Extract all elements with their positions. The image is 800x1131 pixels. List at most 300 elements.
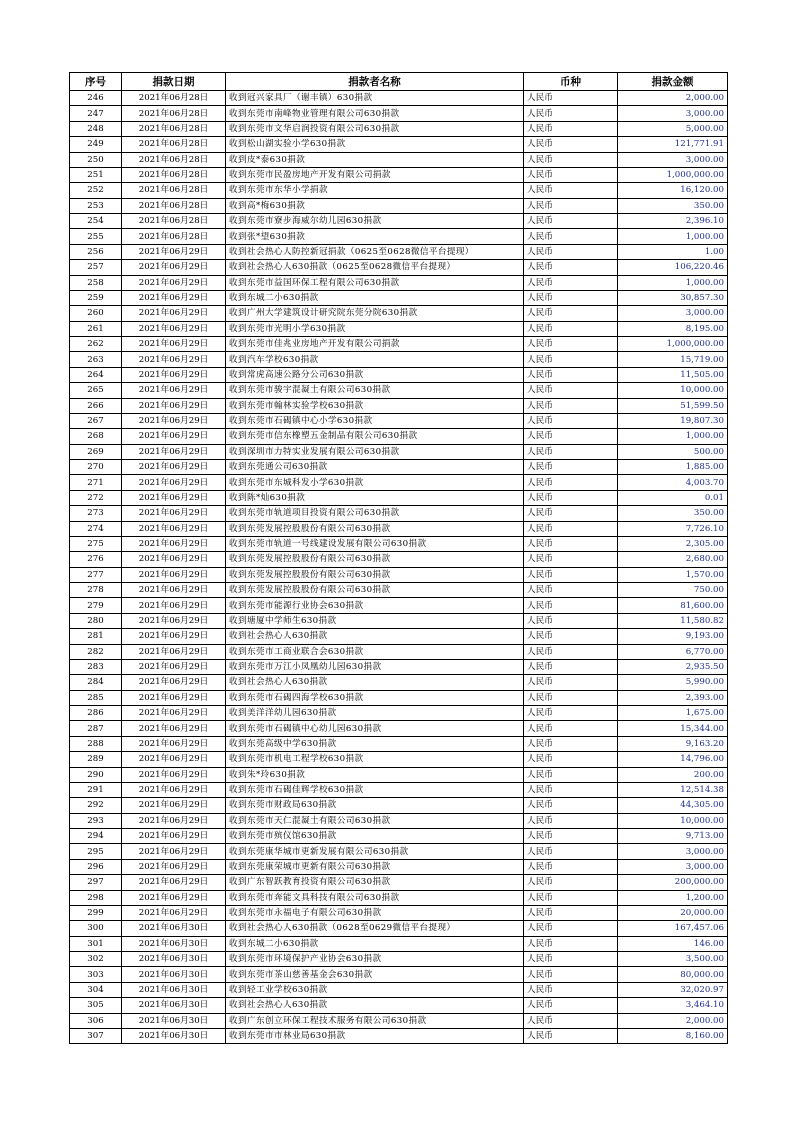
table-row bbox=[70, 659, 728, 674]
amount-cell: 6,770.00 bbox=[618, 644, 728, 659]
serial-cell: 298 bbox=[70, 890, 122, 905]
table-row bbox=[70, 736, 728, 751]
table-row bbox=[70, 675, 728, 690]
currency-cell: 人民币 bbox=[524, 121, 618, 136]
date-cell: 2021年06月29日 bbox=[122, 752, 226, 767]
table-row bbox=[70, 490, 728, 505]
serial-cell: 283 bbox=[70, 659, 122, 674]
serial-cell: 263 bbox=[70, 352, 122, 367]
serial-cell: 277 bbox=[70, 567, 122, 582]
serial-cell: 302 bbox=[70, 952, 122, 967]
serial-cell: 276 bbox=[70, 552, 122, 567]
serial-cell: 264 bbox=[70, 367, 122, 382]
date-cell: 2021年06月30日 bbox=[122, 982, 226, 997]
donor-cell: 收到塘厦中学师生630捐款 bbox=[226, 613, 524, 628]
date-cell: 2021年06月29日 bbox=[122, 552, 226, 567]
serial-cell: 289 bbox=[70, 752, 122, 767]
table-row bbox=[70, 921, 728, 936]
serial-cell: 279 bbox=[70, 598, 122, 613]
serial-cell: 290 bbox=[70, 767, 122, 782]
date-cell: 2021年06月29日 bbox=[122, 890, 226, 905]
currency-cell: 人民币 bbox=[524, 629, 618, 644]
donor-cell: 收到东莞市翰林实验学校630捐款 bbox=[226, 398, 524, 413]
currency-cell: 人民币 bbox=[524, 444, 618, 459]
donor-cell: 收到冠兴家具厂（谢丰镇）630捐款 bbox=[226, 91, 524, 106]
serial-cell: 278 bbox=[70, 583, 122, 598]
donor-cell: 收到东莞市寮步海威尔幼儿园630捐款 bbox=[226, 214, 524, 229]
amount-cell: 80,000.00 bbox=[618, 967, 728, 982]
table-row bbox=[70, 121, 728, 136]
currency-cell: 人民币 bbox=[524, 229, 618, 244]
amount-cell: 1.00 bbox=[618, 244, 728, 259]
header-row bbox=[70, 73, 728, 91]
currency-cell: 人民币 bbox=[524, 829, 618, 844]
date-cell: 2021年06月30日 bbox=[122, 1028, 226, 1043]
currency-cell: 人民币 bbox=[524, 167, 618, 182]
donor-cell: 收到松山湖实验小学630捐款 bbox=[226, 137, 524, 152]
serial-cell: 259 bbox=[70, 290, 122, 305]
table-row bbox=[70, 521, 728, 536]
date-cell: 2021年06月30日 bbox=[122, 998, 226, 1013]
currency-cell: 人民币 bbox=[524, 875, 618, 890]
date-cell: 2021年06月29日 bbox=[122, 536, 226, 551]
currency-cell: 人民币 bbox=[524, 290, 618, 305]
date-cell: 2021年06月29日 bbox=[122, 567, 226, 582]
serial-cell: 267 bbox=[70, 413, 122, 428]
donor-cell: 收到东莞市东城科发小学630捐款 bbox=[226, 475, 524, 490]
table-row bbox=[70, 583, 728, 598]
date-cell: 2021年06月29日 bbox=[122, 675, 226, 690]
donor-cell: 收到东莞市天仁混凝土有限公司630捐款 bbox=[226, 813, 524, 828]
date-cell: 2021年06月29日 bbox=[122, 290, 226, 305]
date-cell: 2021年06月29日 bbox=[122, 644, 226, 659]
date-cell: 2021年06月29日 bbox=[122, 690, 226, 705]
serial-cell: 305 bbox=[70, 998, 122, 1013]
amount-cell: 2,396.10 bbox=[618, 214, 728, 229]
table-row bbox=[70, 290, 728, 305]
donor-cell: 收到汽车学校630捐款 bbox=[226, 352, 524, 367]
amount-cell: 167,457.06 bbox=[618, 921, 728, 936]
amount-cell: 4,003.70 bbox=[618, 475, 728, 490]
amount-cell: 12,514.38 bbox=[618, 782, 728, 797]
date-cell: 2021年06月29日 bbox=[122, 383, 226, 398]
currency-cell: 人民币 bbox=[524, 998, 618, 1013]
table-row bbox=[70, 367, 728, 382]
donor-cell: 收到社会热心人630捐款（0628至0629微信平台提现） bbox=[226, 921, 524, 936]
date-cell: 2021年06月29日 bbox=[122, 321, 226, 336]
serial-cell: 247 bbox=[70, 106, 122, 121]
date-cell: 2021年06月29日 bbox=[122, 844, 226, 859]
currency-cell: 人民币 bbox=[524, 429, 618, 444]
amount-cell: 51,599.50 bbox=[618, 398, 728, 413]
header-donor: 捐款者名称 bbox=[226, 73, 524, 91]
donor-cell: 收到东莞市轨道一号线建设发展有限公司630捐款 bbox=[226, 536, 524, 551]
donor-cell: 收到东莞市民盈房地产开发有限公司捐款 bbox=[226, 167, 524, 182]
donor-cell: 收到东莞市财政局630捐款 bbox=[226, 798, 524, 813]
serial-cell: 307 bbox=[70, 1028, 122, 1043]
serial-cell: 268 bbox=[70, 429, 122, 444]
donor-cell: 收到广州大学建筑设计研究院东莞分院630捐款 bbox=[226, 306, 524, 321]
amount-cell: 1,570.00 bbox=[618, 567, 728, 582]
donor-cell: 收到东莞市石碣镇中心小学630捐款 bbox=[226, 413, 524, 428]
donor-cell: 收到东莞市佳兆业房地产开发有限公司捐款 bbox=[226, 337, 524, 352]
header-currency: 币种 bbox=[524, 73, 618, 91]
table-row bbox=[70, 275, 728, 290]
table-body bbox=[70, 91, 728, 1044]
amount-cell: 14,796.00 bbox=[618, 752, 728, 767]
currency-cell: 人民币 bbox=[524, 706, 618, 721]
date-cell: 2021年06月29日 bbox=[122, 598, 226, 613]
header-serial: 序号 bbox=[70, 73, 122, 91]
amount-cell: 10,000.00 bbox=[618, 383, 728, 398]
table-row bbox=[70, 321, 728, 336]
serial-cell: 260 bbox=[70, 306, 122, 321]
donor-cell: 收到东莞市文华启润投资有限公司630捐款 bbox=[226, 121, 524, 136]
date-cell: 2021年06月29日 bbox=[122, 859, 226, 874]
amount-cell: 3,000.00 bbox=[618, 844, 728, 859]
date-cell: 2021年06月29日 bbox=[122, 521, 226, 536]
serial-cell: 255 bbox=[70, 229, 122, 244]
table-row bbox=[70, 398, 728, 413]
donor-cell: 收到东莞市市林业局630捐款 bbox=[226, 1028, 524, 1043]
donor-cell: 收到常虎高速公路分公司630捐款 bbox=[226, 367, 524, 382]
table-row bbox=[70, 260, 728, 275]
amount-cell: 11,505.00 bbox=[618, 367, 728, 382]
date-cell: 2021年06月28日 bbox=[122, 121, 226, 136]
amount-cell: 9,713.00 bbox=[618, 829, 728, 844]
table-row bbox=[70, 967, 728, 982]
currency-cell: 人民币 bbox=[524, 137, 618, 152]
serial-cell: 258 bbox=[70, 275, 122, 290]
serial-cell: 251 bbox=[70, 167, 122, 182]
currency-cell: 人民币 bbox=[524, 536, 618, 551]
date-cell: 2021年06月30日 bbox=[122, 967, 226, 982]
serial-cell: 295 bbox=[70, 844, 122, 859]
serial-cell: 271 bbox=[70, 475, 122, 490]
table-row bbox=[70, 567, 728, 582]
date-cell: 2021年06月29日 bbox=[122, 506, 226, 521]
serial-cell: 306 bbox=[70, 1013, 122, 1028]
table-row bbox=[70, 229, 728, 244]
serial-cell: 272 bbox=[70, 490, 122, 505]
amount-cell: 1,200.00 bbox=[618, 890, 728, 905]
table-row bbox=[70, 936, 728, 951]
donor-cell: 收到东莞市南峰物业管理有限公司630捐款 bbox=[226, 106, 524, 121]
donor-cell: 收到社会热心人630捐款 bbox=[226, 998, 524, 1013]
amount-cell: 1,000.00 bbox=[618, 229, 728, 244]
donor-cell: 收到社会热心人630捐款 bbox=[226, 629, 524, 644]
currency-cell: 人民币 bbox=[524, 690, 618, 705]
serial-cell: 254 bbox=[70, 214, 122, 229]
serial-cell: 293 bbox=[70, 813, 122, 828]
table-row bbox=[70, 383, 728, 398]
table-row bbox=[70, 429, 728, 444]
table-row bbox=[70, 598, 728, 613]
currency-cell: 人民币 bbox=[524, 198, 618, 213]
date-cell: 2021年06月29日 bbox=[122, 429, 226, 444]
serial-cell: 250 bbox=[70, 152, 122, 167]
table-row bbox=[70, 752, 728, 767]
currency-cell: 人民币 bbox=[524, 460, 618, 475]
donor-cell: 收到东莞市石碣四海学校630捐款 bbox=[226, 690, 524, 705]
donor-cell: 收到东莞通公司630捐款 bbox=[226, 460, 524, 475]
amount-cell: 1,675.00 bbox=[618, 706, 728, 721]
table-row bbox=[70, 859, 728, 874]
amount-cell: 106,220.46 bbox=[618, 260, 728, 275]
donor-cell: 收到东莞市万江小凤凰幼儿园630捐款 bbox=[226, 659, 524, 674]
table-row bbox=[70, 875, 728, 890]
amount-cell: 81,600.00 bbox=[618, 598, 728, 613]
donor-cell: 收到东莞发展控股股份有限公司630捐款 bbox=[226, 567, 524, 582]
serial-cell: 286 bbox=[70, 706, 122, 721]
amount-cell: 2,305.00 bbox=[618, 536, 728, 551]
amount-cell: 30,857.30 bbox=[618, 290, 728, 305]
currency-cell: 人民币 bbox=[524, 475, 618, 490]
table-row bbox=[70, 152, 728, 167]
date-cell: 2021年06月29日 bbox=[122, 337, 226, 352]
table-row bbox=[70, 721, 728, 736]
amount-cell: 200.00 bbox=[618, 767, 728, 782]
table-row bbox=[70, 198, 728, 213]
amount-cell: 32,020.97 bbox=[618, 982, 728, 997]
date-cell: 2021年06月29日 bbox=[122, 782, 226, 797]
currency-cell: 人民币 bbox=[524, 383, 618, 398]
serial-cell: 248 bbox=[70, 121, 122, 136]
date-cell: 2021年06月29日 bbox=[122, 721, 226, 736]
currency-cell: 人民币 bbox=[524, 490, 618, 505]
currency-cell: 人民币 bbox=[524, 337, 618, 352]
serial-cell: 281 bbox=[70, 629, 122, 644]
table-row bbox=[70, 214, 728, 229]
currency-cell: 人民币 bbox=[524, 567, 618, 582]
date-cell: 2021年06月29日 bbox=[122, 706, 226, 721]
amount-cell: 3,464.10 bbox=[618, 998, 728, 1013]
donor-cell: 收到东莞康荣城市更新有限公司630捐款 bbox=[226, 859, 524, 874]
serial-cell: 265 bbox=[70, 383, 122, 398]
amount-cell: 44,305.00 bbox=[618, 798, 728, 813]
donor-cell: 收到东莞市能源行业协会630捐款 bbox=[226, 598, 524, 613]
serial-cell: 287 bbox=[70, 721, 122, 736]
table-row bbox=[70, 782, 728, 797]
serial-cell: 273 bbox=[70, 506, 122, 521]
date-cell: 2021年06月29日 bbox=[122, 260, 226, 275]
serial-cell: 270 bbox=[70, 460, 122, 475]
currency-cell: 人民币 bbox=[524, 183, 618, 198]
currency-cell: 人民币 bbox=[524, 583, 618, 598]
currency-cell: 人民币 bbox=[524, 982, 618, 997]
donor-cell: 收到东莞市益国环保工程有限公司630捐款 bbox=[226, 275, 524, 290]
donor-cell: 收到东莞市奔能文具科技有限公司630捐款 bbox=[226, 890, 524, 905]
table-row bbox=[70, 767, 728, 782]
currency-cell: 人民币 bbox=[524, 721, 618, 736]
amount-cell: 3,000.00 bbox=[618, 859, 728, 874]
donor-cell: 收到东莞发展控股股份有限公司630捐款 bbox=[226, 583, 524, 598]
donor-cell: 收到东莞市信东橡塑五金制品有限公司630捐款 bbox=[226, 429, 524, 444]
donor-cell: 收到东莞市东华小学捐款 bbox=[226, 183, 524, 198]
amount-cell: 2,680.00 bbox=[618, 552, 728, 567]
table-row bbox=[70, 244, 728, 259]
table-row bbox=[70, 952, 728, 967]
table-row bbox=[70, 890, 728, 905]
currency-cell: 人民币 bbox=[524, 275, 618, 290]
amount-cell: 8,160.00 bbox=[618, 1028, 728, 1043]
amount-cell: 3,500.00 bbox=[618, 952, 728, 967]
table-row bbox=[70, 337, 728, 352]
currency-cell: 人民币 bbox=[524, 214, 618, 229]
date-cell: 2021年06月29日 bbox=[122, 275, 226, 290]
serial-cell: 274 bbox=[70, 521, 122, 536]
currency-cell: 人民币 bbox=[524, 798, 618, 813]
table-row bbox=[70, 460, 728, 475]
table-row bbox=[70, 1028, 728, 1043]
date-cell: 2021年06月29日 bbox=[122, 798, 226, 813]
date-cell: 2021年06月29日 bbox=[122, 244, 226, 259]
serial-cell: 282 bbox=[70, 644, 122, 659]
donor-cell: 收到东莞市光明小学630捐款 bbox=[226, 321, 524, 336]
date-cell: 2021年06月29日 bbox=[122, 583, 226, 598]
table-row bbox=[70, 137, 728, 152]
donor-cell: 收到东莞市工商业联合会630捐款 bbox=[226, 644, 524, 659]
amount-cell: 8,195.00 bbox=[618, 321, 728, 336]
table-row bbox=[70, 444, 728, 459]
serial-cell: 246 bbox=[70, 91, 122, 106]
date-cell: 2021年06月29日 bbox=[122, 767, 226, 782]
date-cell: 2021年06月29日 bbox=[122, 813, 226, 828]
currency-cell: 人民币 bbox=[524, 398, 618, 413]
currency-cell: 人民币 bbox=[524, 675, 618, 690]
donor-cell: 收到东莞康华城市更新发展有限公司630捐款 bbox=[226, 844, 524, 859]
amount-cell: 1,000,000.00 bbox=[618, 337, 728, 352]
currency-cell: 人民币 bbox=[524, 598, 618, 613]
table-row bbox=[70, 1013, 728, 1028]
donor-cell: 收到东莞高级中学630捐款 bbox=[226, 736, 524, 751]
date-cell: 2021年06月29日 bbox=[122, 829, 226, 844]
serial-cell: 252 bbox=[70, 183, 122, 198]
amount-cell: 500.00 bbox=[618, 444, 728, 459]
date-cell: 2021年06月28日 bbox=[122, 214, 226, 229]
donor-cell: 收到东莞发展控股股份有限公司630捐款 bbox=[226, 552, 524, 567]
table-row bbox=[70, 413, 728, 428]
amount-cell: 11,580.82 bbox=[618, 613, 728, 628]
amount-cell: 146.00 bbox=[618, 936, 728, 951]
table-row bbox=[70, 998, 728, 1013]
currency-cell: 人民币 bbox=[524, 736, 618, 751]
serial-cell: 249 bbox=[70, 137, 122, 152]
donor-cell: 收到东莞市轨道项目投资有限公司630捐款 bbox=[226, 506, 524, 521]
table-row bbox=[70, 91, 728, 106]
donor-cell: 收到深圳市力特实业发展有限公司630捐款 bbox=[226, 444, 524, 459]
table-row bbox=[70, 644, 728, 659]
currency-cell: 人民币 bbox=[524, 890, 618, 905]
date-cell: 2021年06月29日 bbox=[122, 367, 226, 382]
date-cell: 2021年06月29日 bbox=[122, 352, 226, 367]
date-cell: 2021年06月30日 bbox=[122, 936, 226, 951]
serial-cell: 299 bbox=[70, 905, 122, 920]
amount-cell: 3,000.00 bbox=[618, 306, 728, 321]
donor-cell: 收到东莞市石碣佳辉学校630捐款 bbox=[226, 782, 524, 797]
donor-cell: 收到美洋洋幼儿园630捐款 bbox=[226, 706, 524, 721]
serial-cell: 304 bbox=[70, 982, 122, 997]
donor-cell: 收到东莞市殡仪馆630捐款 bbox=[226, 829, 524, 844]
date-cell: 2021年06月29日 bbox=[122, 475, 226, 490]
donor-cell: 收到张*望630捐款 bbox=[226, 229, 524, 244]
serial-cell: 291 bbox=[70, 782, 122, 797]
donation-table bbox=[69, 72, 728, 1044]
amount-cell: 750.00 bbox=[618, 583, 728, 598]
currency-cell: 人民币 bbox=[524, 767, 618, 782]
amount-cell: 9,163.20 bbox=[618, 736, 728, 751]
currency-cell: 人民币 bbox=[524, 152, 618, 167]
currency-cell: 人民币 bbox=[524, 321, 618, 336]
serial-cell: 285 bbox=[70, 690, 122, 705]
amount-cell: 20,000.00 bbox=[618, 905, 728, 920]
serial-cell: 300 bbox=[70, 921, 122, 936]
amount-cell: 1,000.00 bbox=[618, 275, 728, 290]
amount-cell: 1,885.00 bbox=[618, 460, 728, 475]
date-cell: 2021年06月29日 bbox=[122, 613, 226, 628]
donor-cell: 收到社会热心人630捐款（0625至0628微信平台提现） bbox=[226, 260, 524, 275]
currency-cell: 人民币 bbox=[524, 859, 618, 874]
amount-cell: 121,771.91 bbox=[618, 137, 728, 152]
table-row bbox=[70, 629, 728, 644]
currency-cell: 人民币 bbox=[524, 921, 618, 936]
serial-cell: 301 bbox=[70, 936, 122, 951]
header-amount: 捐款金额 bbox=[618, 73, 728, 91]
date-cell: 2021年06月28日 bbox=[122, 137, 226, 152]
amount-cell: 16,120.00 bbox=[618, 183, 728, 198]
currency-cell: 人民币 bbox=[524, 306, 618, 321]
amount-cell: 350.00 bbox=[618, 506, 728, 521]
table-row bbox=[70, 536, 728, 551]
currency-cell: 人民币 bbox=[524, 352, 618, 367]
date-cell: 2021年06月29日 bbox=[122, 629, 226, 644]
date-cell: 2021年06月28日 bbox=[122, 167, 226, 182]
amount-cell: 1,000,000.00 bbox=[618, 167, 728, 182]
donor-cell: 收到轻工业学校630捐款 bbox=[226, 982, 524, 997]
date-cell: 2021年06月29日 bbox=[122, 398, 226, 413]
amount-cell: 3,000.00 bbox=[618, 106, 728, 121]
table-row bbox=[70, 106, 728, 121]
date-cell: 2021年06月29日 bbox=[122, 905, 226, 920]
donor-cell: 收到社会热心人防控新冠捐款（0625至0628微信平台提现） bbox=[226, 244, 524, 259]
donor-cell: 收到东莞市骏宇混凝土有限公司630捐款 bbox=[226, 383, 524, 398]
amount-cell: 2,393.00 bbox=[618, 690, 728, 705]
serial-cell: 280 bbox=[70, 613, 122, 628]
serial-cell: 261 bbox=[70, 321, 122, 336]
header-date: 捐款日期 bbox=[122, 73, 226, 91]
table-row bbox=[70, 798, 728, 813]
table-row bbox=[70, 829, 728, 844]
donor-cell: 收到东莞市环境保护产业协会630捐款 bbox=[226, 952, 524, 967]
donor-cell: 收到东莞市机电工程学校630捐款 bbox=[226, 752, 524, 767]
currency-cell: 人民币 bbox=[524, 967, 618, 982]
table-row bbox=[70, 475, 728, 490]
date-cell: 2021年06月30日 bbox=[122, 921, 226, 936]
amount-cell: 200,000.00 bbox=[618, 875, 728, 890]
date-cell: 2021年06月29日 bbox=[122, 460, 226, 475]
date-cell: 2021年06月29日 bbox=[122, 490, 226, 505]
serial-cell: 303 bbox=[70, 967, 122, 982]
serial-cell: 269 bbox=[70, 444, 122, 459]
table-row bbox=[70, 813, 728, 828]
amount-cell: 19,807.30 bbox=[618, 413, 728, 428]
amount-cell: 10,000.00 bbox=[618, 813, 728, 828]
amount-cell: 1,000.00 bbox=[618, 429, 728, 444]
amount-cell: 350.00 bbox=[618, 198, 728, 213]
date-cell: 2021年06月28日 bbox=[122, 183, 226, 198]
serial-cell: 256 bbox=[70, 244, 122, 259]
currency-cell: 人民币 bbox=[524, 106, 618, 121]
